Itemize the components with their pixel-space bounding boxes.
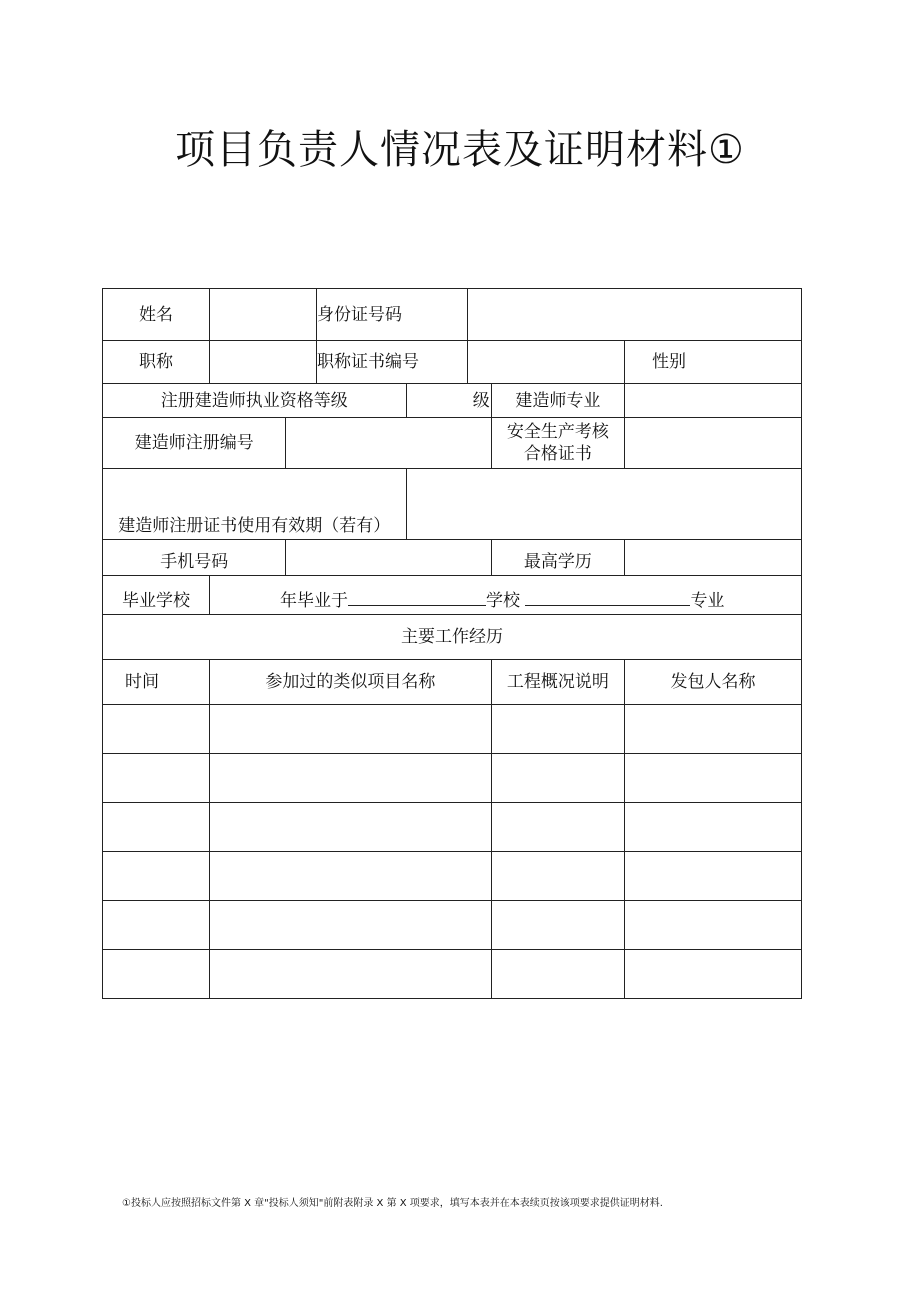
- project-cell[interactable]: [210, 704, 492, 753]
- client-cell[interactable]: [625, 851, 802, 900]
- time-cell[interactable]: [103, 753, 210, 802]
- client-cell[interactable]: [625, 949, 802, 998]
- document-title: 项目负责人情况表及证明材料①: [175, 127, 745, 173]
- column-header-client: 发包人名称: [625, 660, 802, 704]
- title-field[interactable]: [210, 341, 317, 384]
- time-cell[interactable]: [103, 802, 210, 851]
- overview-cell[interactable]: [491, 753, 624, 802]
- client-cell[interactable]: [625, 704, 802, 753]
- overview-cell[interactable]: [491, 900, 624, 949]
- major-blank[interactable]: [525, 587, 690, 606]
- time-cell[interactable]: [103, 704, 210, 753]
- time-cell[interactable]: [103, 949, 210, 998]
- title-label: 职称: [103, 341, 210, 384]
- overview-cell[interactable]: [491, 802, 624, 851]
- client-cell[interactable]: [625, 753, 802, 802]
- safety-cert-field[interactable]: [625, 418, 802, 469]
- safety-cert-label-line2: 合格证书: [523, 444, 592, 465]
- qualification-level-label: 注册建造师执业资格等级: [103, 384, 407, 418]
- overview-cell[interactable]: [491, 704, 624, 753]
- project-cell[interactable]: [210, 802, 492, 851]
- time-cell[interactable]: [103, 900, 210, 949]
- school-suffix: 学校: [486, 591, 521, 612]
- time-cell[interactable]: [103, 851, 210, 900]
- column-header-time: 时间: [103, 660, 210, 704]
- validity-period-label: 建造师注册证书使用有效期（若有）: [103, 469, 407, 540]
- graduation-year-text: 年毕业于: [280, 591, 349, 612]
- footnote: ①投标人应按照招标文件第 X 章"投标人须知"前附表附录 X 第 X 项要求，填写本表并在本表续页按该项要求提供证明材料.: [122, 1198, 663, 1209]
- name-field[interactable]: [210, 289, 317, 341]
- project-cell[interactable]: [210, 949, 492, 998]
- id-number-field[interactable]: [467, 289, 801, 341]
- gender-label-cell: [625, 341, 802, 384]
- client-cell[interactable]: [625, 900, 802, 949]
- column-header-overview: 工程概况说明: [491, 660, 624, 704]
- table-row: [103, 753, 802, 802]
- constructor-major-label: 建造师专业: [491, 384, 624, 418]
- school-blank[interactable]: [348, 587, 486, 606]
- table-row: [103, 802, 802, 851]
- major-suffix: 专业: [690, 591, 725, 612]
- id-number-label: 身份证号码: [317, 289, 468, 341]
- overview-cell[interactable]: [491, 949, 624, 998]
- gender-label: 性别: [652, 352, 686, 373]
- table-row: [103, 851, 802, 900]
- qualification-level-field[interactable]: [406, 384, 491, 418]
- project-cell[interactable]: [210, 753, 492, 802]
- project-cell[interactable]: [210, 900, 492, 949]
- title-cert-label: 职称证书编号: [317, 341, 468, 384]
- table-row: [103, 704, 802, 753]
- education-field[interactable]: [625, 540, 802, 576]
- phone-field[interactable]: [286, 540, 491, 576]
- constructor-major-field[interactable]: [625, 384, 802, 418]
- graduation-line[interactable]: [210, 576, 802, 615]
- phone-label: 手机号码: [103, 540, 286, 576]
- title-cert-field[interactable]: [467, 341, 624, 384]
- column-header-project: 参加过的类似项目名称: [210, 660, 492, 704]
- education-label: 最高学历: [491, 540, 624, 576]
- registration-number-field[interactable]: [286, 418, 491, 469]
- project-cell[interactable]: [210, 851, 492, 900]
- table-row: [103, 900, 802, 949]
- school-label: 毕业学校: [103, 576, 210, 615]
- validity-period-field[interactable]: [406, 469, 801, 540]
- experience-heading: 主要工作经历: [103, 615, 802, 660]
- name-label: 姓名: [103, 289, 210, 341]
- safety-cert-label: [491, 418, 624, 469]
- table-row: [103, 949, 802, 998]
- registration-number-label: 建造师注册编号: [103, 418, 286, 469]
- level-suffix: 级: [472, 390, 490, 411]
- project-manager-form: [102, 288, 802, 999]
- safety-cert-label-line1: 安全生产考核: [506, 422, 609, 443]
- overview-cell[interactable]: [491, 851, 624, 900]
- client-cell[interactable]: [625, 802, 802, 851]
